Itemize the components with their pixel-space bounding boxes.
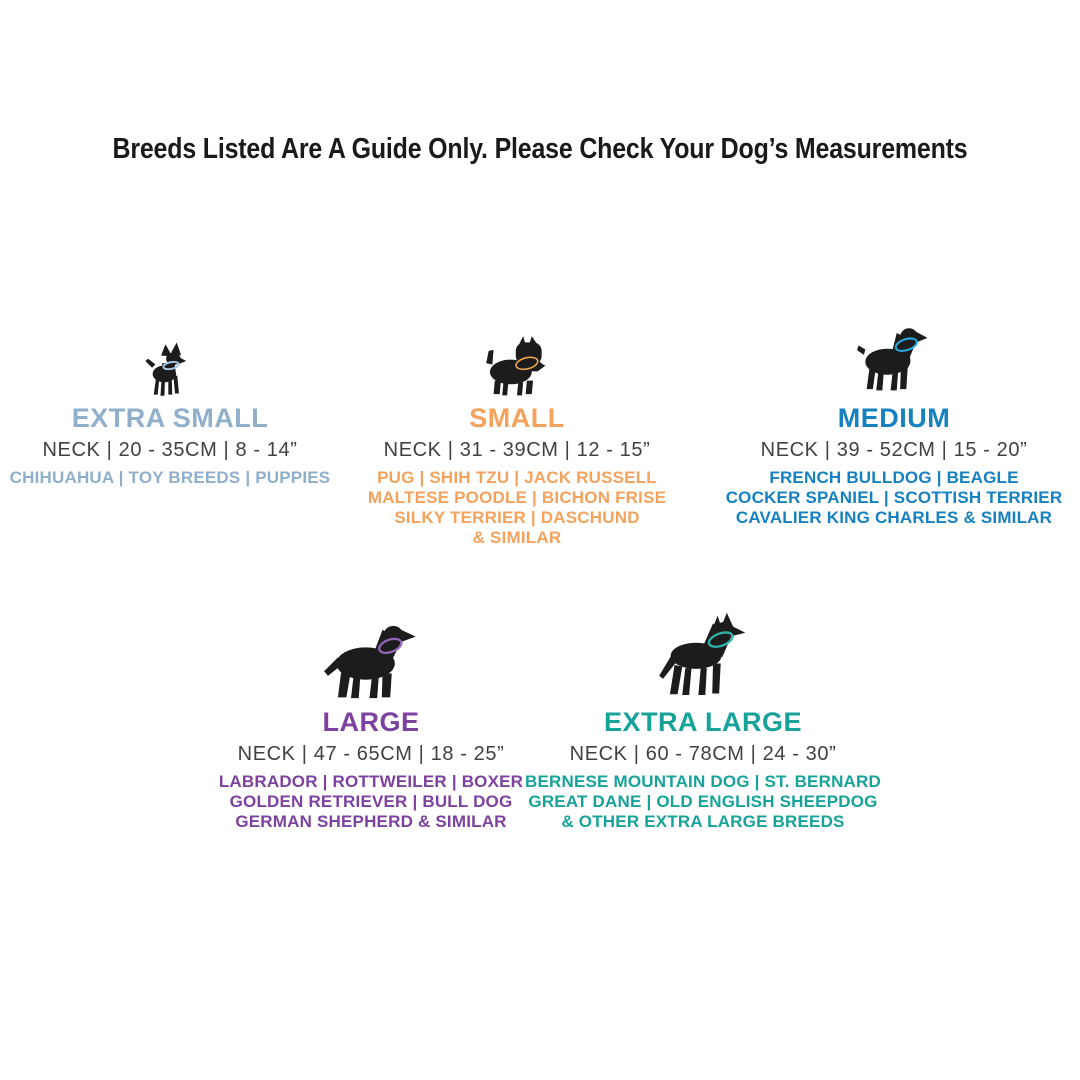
breed-line: COCKER SPANIEL | SCOTTISH TERRIER (725, 488, 1063, 508)
breed-line: BERNESE MOUNTAIN DOG | ST. BERNARD (525, 772, 881, 792)
size-label: LARGE (322, 707, 420, 737)
size-section-extra-large (501, 598, 905, 832)
breed-line: GREAT DANE | OLD ENGLISH SHEEPDOG (528, 792, 878, 812)
great-dane-dog-icon (653, 608, 753, 702)
breed-list (10, 468, 331, 488)
breed-line: LABRADOR | ROTTWEILER | BOXER (218, 772, 524, 792)
size-section-extra-small (8, 306, 332, 488)
breed-line: & OTHER EXTRA LARGE BREEDS (561, 812, 845, 832)
labrador-dog-icon (321, 622, 421, 702)
size-label: EXTRA SMALL (71, 403, 269, 433)
breed-line: & SIMILAR (472, 528, 562, 548)
size-label: EXTRA LARGE (603, 707, 802, 737)
breed-list (726, 468, 1063, 528)
neck-measurement: NECK | 60 - 78CM | 24 - 30” (569, 743, 837, 766)
dog-area (501, 598, 905, 702)
neck-measurement: NECK | 31 - 39CM | 12 - 15” (383, 439, 651, 462)
size-label: MEDIUM (837, 403, 951, 433)
breed-line: CAVALIER KING CHARLES & SIMILAR (735, 508, 1053, 528)
dog-area (8, 306, 332, 398)
size-section-small (357, 306, 677, 548)
breed-list (219, 772, 523, 832)
neck-measurement: NECK | 47 - 65CM | 18 - 25” (237, 743, 505, 766)
chihuahua-dog-icon (142, 342, 198, 398)
breed-list (525, 772, 881, 832)
page-title: Breeds Listed Are A Guide Only. Please Check Your Dog’s Measurements (112, 133, 968, 165)
size-section-large (196, 598, 546, 832)
dog-area (196, 598, 546, 702)
breed-list (368, 468, 666, 548)
breed-line: MALTESE POODLE | BICHON FRISE (367, 488, 667, 508)
dog-area (721, 306, 1067, 398)
breed-line: FRENCH BULLDOG | BEAGLE (769, 468, 1019, 488)
neck-measurement: NECK | 39 - 52CM | 15 - 20” (760, 439, 1028, 462)
neck-measurement: NECK | 20 - 35CM | 8 - 14” (42, 439, 298, 462)
size-section-medium (721, 306, 1067, 528)
breed-line: SILKY TERRIER | DASCHUND (394, 508, 640, 528)
spaniel-dog-icon (853, 320, 935, 398)
terrier-dog-icon (480, 336, 554, 398)
size-label: SMALL (469, 403, 565, 433)
dog-area (357, 306, 677, 398)
breed-line: PUG | SHIH TZU | JACK RUSSELL (377, 468, 657, 488)
breed-line: GERMAN SHEPHERD & SIMILAR (235, 812, 507, 832)
breed-line: GOLDEN RETRIEVER | BULL DOG (229, 792, 513, 812)
breed-line: CHIHUAHUA | TOY BREEDS | PUPPIES (9, 468, 331, 488)
